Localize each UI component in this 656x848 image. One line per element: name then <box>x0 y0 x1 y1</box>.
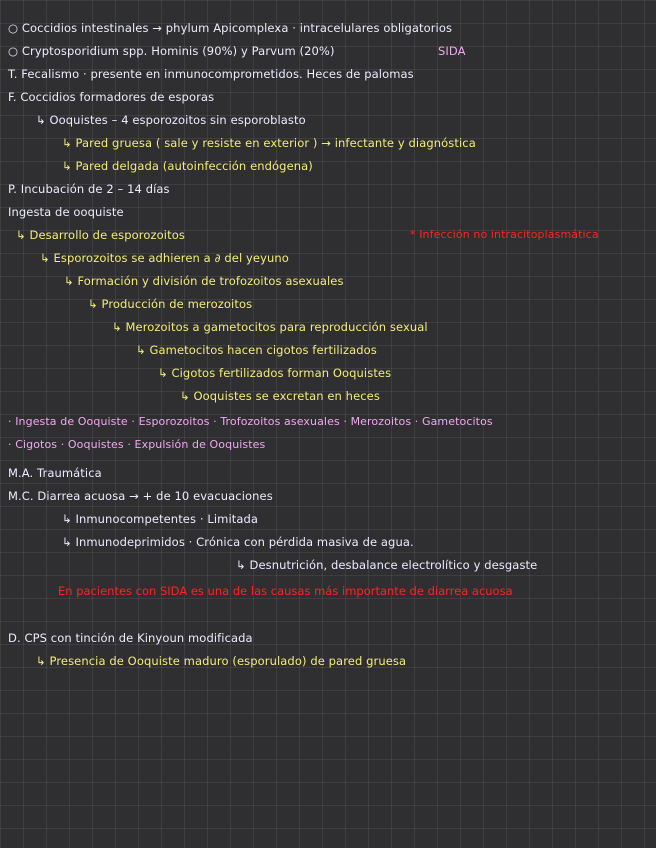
note-line-inmunodeprimidos: ↳ Inmunodeprimidos · Crónica con pérdida masiva de agua. <box>62 535 414 549</box>
note-line-pared-gruesa: ↳ Pared gruesa ( sale y resiste en exterior ) → infectante y diagnóstica <box>62 136 476 150</box>
note-line-inmunocompetentes: ↳ Inmunocompetentes · Limitada <box>62 512 259 526</box>
note-line-adhieren: ↳ Esporozoitos se adhieren a ∂ del yeyuno <box>40 251 289 265</box>
note-line-desnutricion: ↳ Desnutrición, desbalance electrolítico y desgaste <box>236 558 538 572</box>
note-line-cigotos: ↳ Gametocitos hacen cigotos fertilizados <box>136 343 377 357</box>
note-line-forma: F. Coccidios formadores de esporas <box>8 90 215 104</box>
note-line-cigotos-forman: ↳ Cigotos fertilizados forman Ooquistes <box>158 366 392 380</box>
note-line-ciclo-resumen-2: · Cigotos · Ooquistes · Expulsión de Ooquistes <box>8 438 266 451</box>
note-line-ma: M.A. Traumática <box>8 466 102 480</box>
note-line-merozoitos: ↳ Producción de merozoitos <box>88 297 253 311</box>
note-tag-sida: SIDA <box>438 44 466 58</box>
note-line-incubacion: P. Incubación de 2 – 14 días <box>8 182 170 196</box>
note-line-cryptosporidium: ○ Cryptosporidium spp. Hominis (90%) y Parvum (20%) <box>8 44 335 58</box>
note-line-pared-delgada: ↳ Pared delgada (autoinfección endógena) <box>62 159 313 173</box>
note-line-trofozoitos: ↳ Formación y división de trofozoitos asexuales <box>64 274 344 288</box>
note-line-ooquiste-maduro: ↳ Presencia de Ooquiste maduro (esporulado) de pared gruesa <box>36 654 407 668</box>
note-sida-diarrea: En pacientes con SIDA es una de las causas más importante de diarrea acuosa <box>58 584 513 598</box>
note-line-mc: M.C. Diarrea acuosa → + de 10 evacuaciones <box>8 489 273 503</box>
note-line-excretan: ↳ Ooquistes se excretan en heces <box>180 389 380 403</box>
note-line-gametocitos: ↳ Merozoitos a gametocitos para reproducción sexual <box>112 320 428 334</box>
note-line-infeccion: * Infección no intracitoplasmática <box>410 228 599 241</box>
note-line-ingesta: Ingesta de ooquiste <box>8 205 124 219</box>
note-line-transmision: T. Fecalismo · presente en inmunocomprometidos. Heces de palomas <box>8 67 414 81</box>
note-line-desarrollo: ↳ Desarrollo de esporozoitos <box>16 228 185 242</box>
note-line-diagnostico: D. CPS con tinción de Kinyoun modificada <box>8 631 253 645</box>
note-line-ooquistes: ↳ Ooquistes – 4 esporozoitos sin esporoblasto <box>36 113 306 127</box>
note-line-coccidios: ○ Coccidios intestinales → phylum Apicomplexa · intracelulares obligatorios <box>8 21 453 35</box>
note-line-ciclo-resumen: · Ingesta de Ooquiste · Esporozoitos · Trofozoitos asexuales · Merozoitos · Gametocitos <box>8 415 493 428</box>
